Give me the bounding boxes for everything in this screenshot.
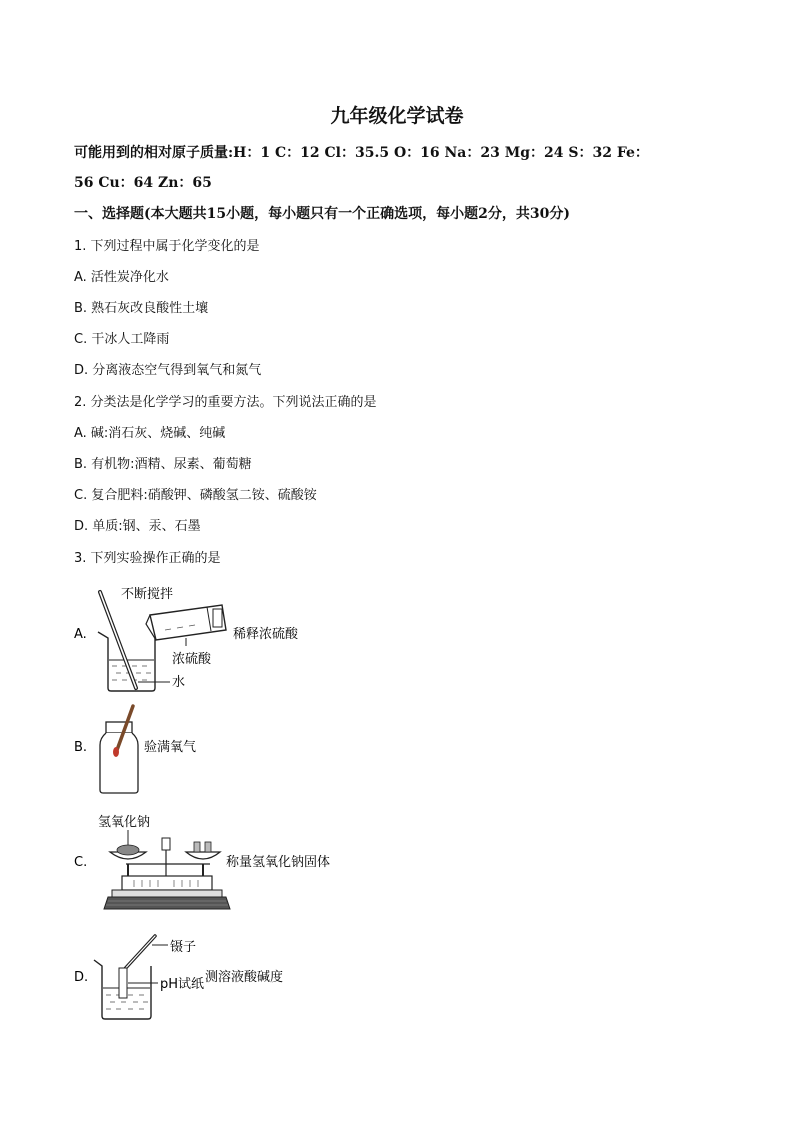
page-title: 九年级化学试卷 [330,105,464,127]
figure-c-caption: 称量氢氧化钠固体 [226,855,331,870]
figure-c-top-label: 氢氧化钠 [98,815,151,830]
figure-d-tweezer-label: 镊子 [170,940,197,955]
question-1-option-b: B. 熟石灰改良酸性土壤 [74,301,209,316]
figure-a-acid-label: 浓硫酸 [172,652,212,667]
figure-c-letter: C. [74,855,88,870]
question-1-option-a: A. 活性炭净化水 [74,270,169,285]
figure-b-caption: 验满氧气 [144,740,197,755]
question-2-option-b: B. 有机物:酒精、尿素、葡萄糖 [74,457,252,472]
figure-b-letter: B. [74,740,88,755]
question-2-stem: 2. 分类法是化学学习的重要方法。下列说法正确的是 [74,395,377,410]
figure-a-caption: 稀释浓硫酸 [233,627,299,642]
ph-paper [119,968,127,998]
atomic-mass-line-1: 可能用到的相对原子质量:H：1 C：12 Cl：35.5 O：16 Na：23 Mg：24 S：32 Fe： [74,145,649,161]
question-1-stem: 1. 下列过程中属于化学变化的是 [74,239,260,254]
question-2-option-c: C. 复合肥料:硝酸钾、磷酸氢二铵、硫酸铵 [74,488,317,503]
question-2-option-d: D. 单质:钢、汞、石墨 [74,519,201,534]
figure-d-letter: D. [74,970,89,985]
question-1-option-d: D. 分离液态空气得到氧气和氮气 [74,363,262,378]
figure-a-stir-label: 不断搅拌 [121,587,174,602]
question-1-option-c: C. 干冰人工降雨 [74,332,170,347]
question-2-option-a: A. 碱:消石灰、烧碱、纯碱 [74,426,226,441]
atomic-mass-line-2: 56 Cu：64 Zn：65 [74,175,212,191]
figure-d-paper-label: pH试纸 [160,977,205,992]
figure-d-caption: 测溶液酸碱度 [205,970,284,985]
figure-a-water-label: 水 [172,675,186,690]
section-heading: 一、选择题(本大题共15小题，每小题只有一个正确选项，每小题2分，共30分) [74,206,570,222]
figure-a-letter: A. [74,627,87,642]
question-3-stem: 3. 下列实验操作正确的是 [74,551,221,566]
